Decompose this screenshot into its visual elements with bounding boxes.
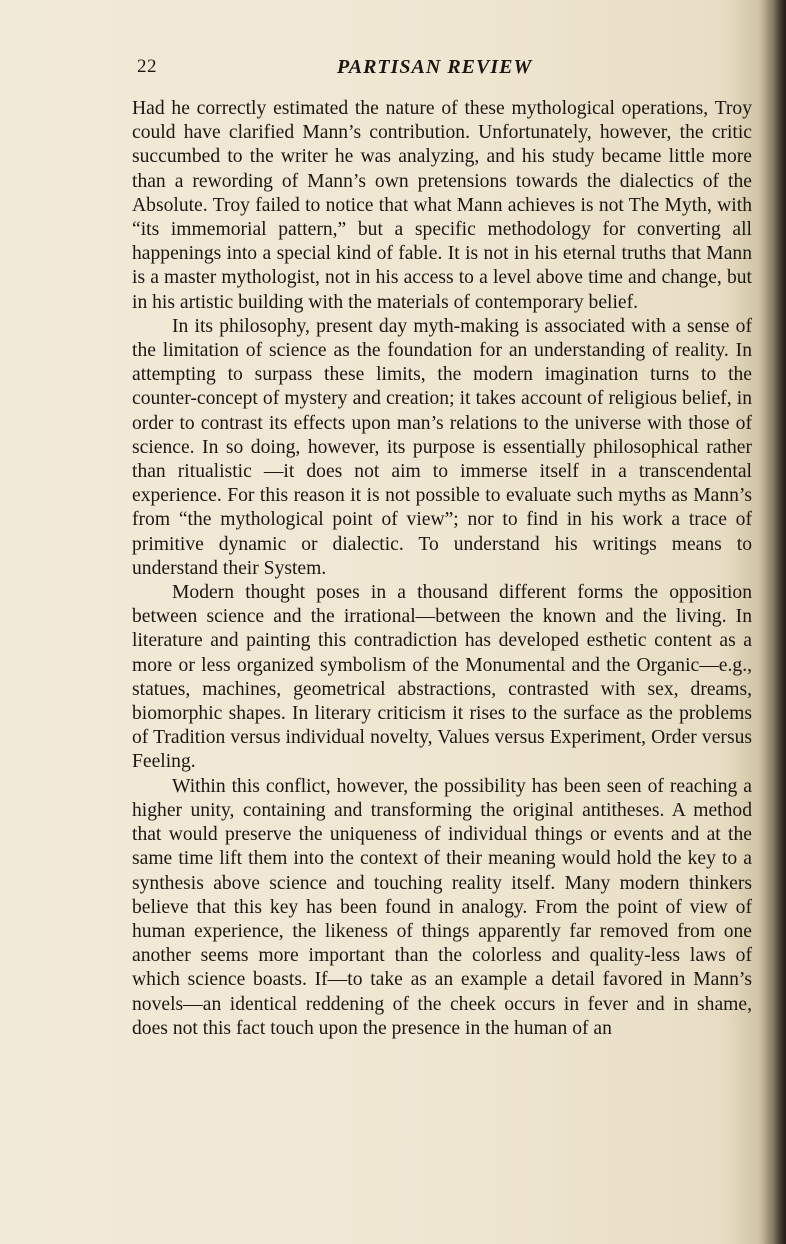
page-gutter-shadow [758,0,786,1244]
paragraph-3: Modern thought poses in a thousand different forms the opposition between science and the irrational—between the known and the living. In literature and painting this contradiction has developed esthetic content as a more or less organized symbolism of the Monumental and the Organic—e.g., statues, machines, geometrical abstractions, contrasted with sex, dreams, biomorphic shapes. In literary criticism it rises to the surface as the problems of Tradition versus individual novelty, Values versus Experiment, Order versus Feeling. [132,582,752,773]
page-header [137,56,749,86]
running-head: PARTISAN REVIEW [337,56,533,78]
body-text [132,97,752,1041]
page-number: 22 [137,56,157,77]
paragraph-4: Within this conflict, however, the possibility has been seen of reaching a higher unity, containing and transforming the original antitheses. A method that would preserve the uniqueness of individual things or events and at the same time lift them into the context of their meaning would hold the key to a synthesis above science and touching reality itself. Many modern thinkers believe that this key has been found in analogy. From the point of view of human experience, the likeness of things apparently far removed from one another seems more important than the colorless and quality-less laws of which science boasts. If—to take as an example a detail favored in Mann’s novels—an identical reddening of the cheek occurs in fever and in shame, does not this fact touch upon the presence in the human of an [132,775,752,1039]
paragraph-1: Had he correctly estimated the nature of these mythological operations, Troy could have clarified Mann’s contribution. Unfortunately, however, the critic succumbed to the writer he was analyzing, and his study became little more than a rewording of Mann’s own pretensions towards the dialectics of the Absolute. Troy failed to notice that what Mann achieves is not The Myth, with “its immemorial pattern,” but a specific methodology for converting all happenings into a special kind of fable. It is not in his eternal truths that Mann is a master mythologist, not in his access to a level above time and change, but in his artistic building with the materials of contemporary belief. [132,98,752,313]
paragraph-2: In its philosophy, present day myth-making is associated with a sense of the limitation of science as the foundation for an understanding of reality. In attempting to surpass these limits, the modern imagination turns to the counter-concept of mystery and creation; it takes account of religious belief, in order to contrast its effects upon man’s relations to the universe with those of science. In so doing, however, its purpose is essentially philosophical rather than ritualistic —it does not aim to immerse itself in a transcendental experience. For this reason it is not possible to evaluate such myths as Mann’s from “the mythological point of view”; nor to find in his work a trace of primitive dynamic or dialectic. To understand his writings means to understand their System. [132,315,752,579]
